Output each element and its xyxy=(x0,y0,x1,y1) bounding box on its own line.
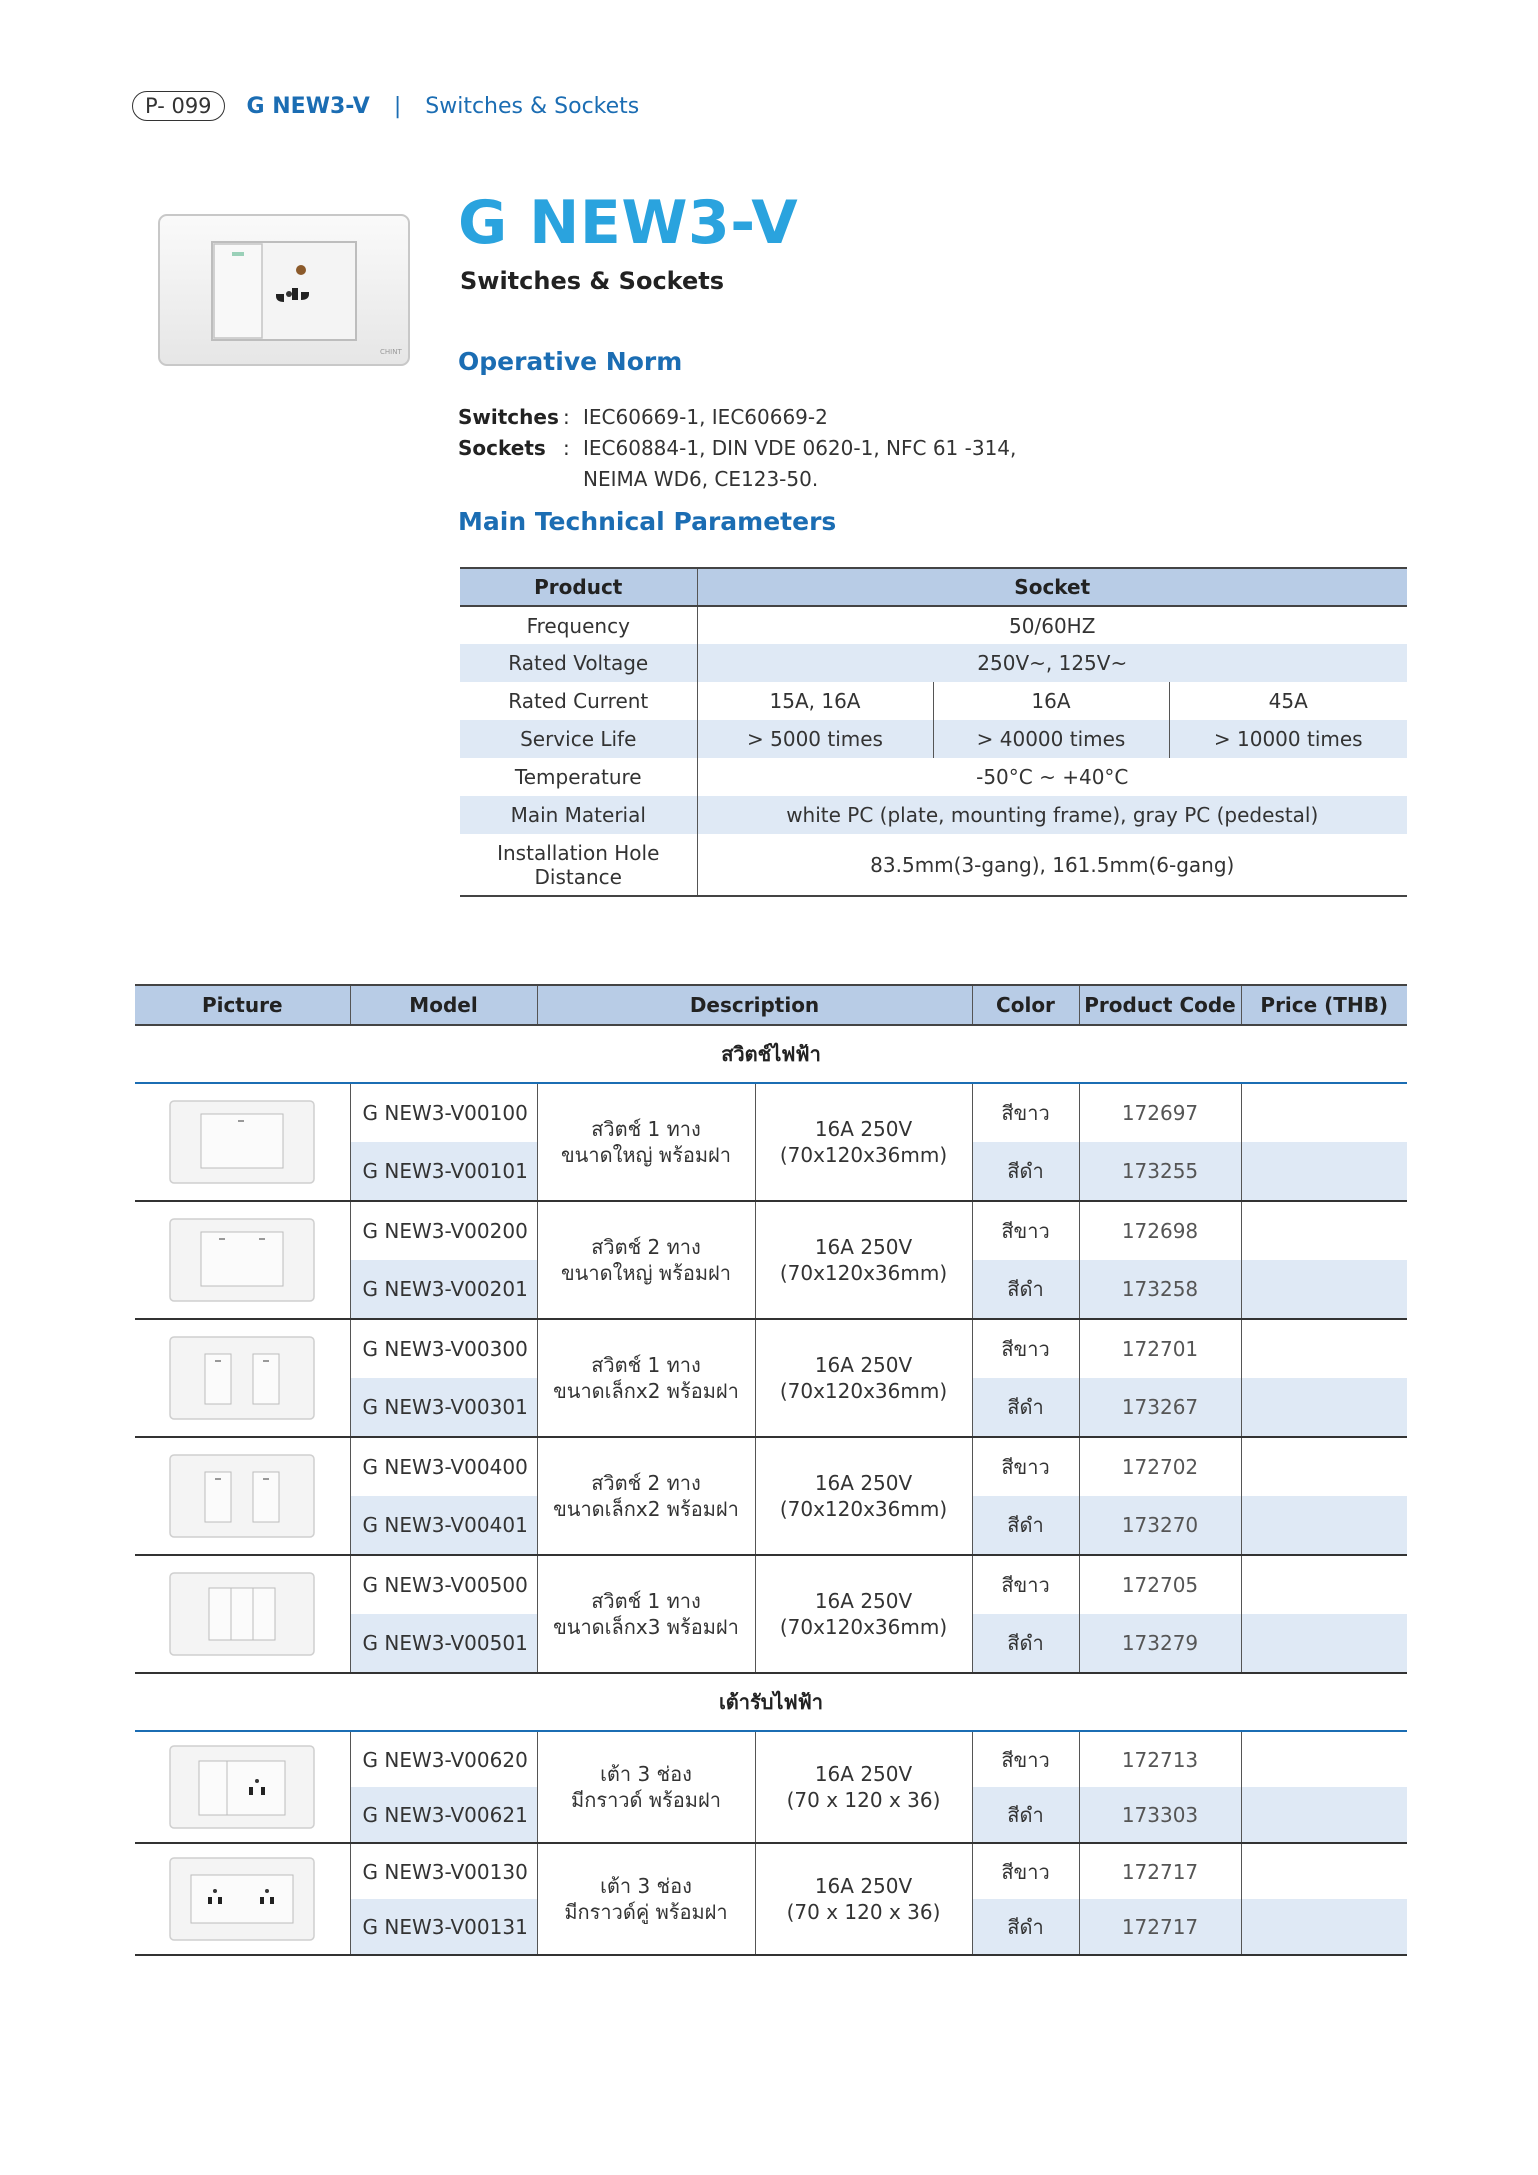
spec-cell xyxy=(755,1201,972,1319)
description-cell xyxy=(537,1437,755,1555)
picture-cell xyxy=(135,1319,350,1437)
color-value: สีขาว xyxy=(972,1731,1079,1787)
product-code: 173255 xyxy=(1079,1142,1241,1201)
socket-3pin-grounded-icon xyxy=(169,1745,315,1829)
tech-col-product: Product xyxy=(460,568,697,606)
description-line: สวิตช์ 2 ทาง xyxy=(591,1471,701,1495)
description-line: สวิตช์ 1 ทาง xyxy=(591,1117,701,1141)
price-cell xyxy=(1241,1843,1407,1899)
norm-label: Switches xyxy=(458,405,559,429)
price-cell xyxy=(1241,1319,1407,1378)
norm-row xyxy=(458,464,1016,495)
description-line: สวิตช์ 2 ทาง xyxy=(591,1235,701,1259)
product-code: 173267 xyxy=(1079,1378,1241,1437)
picture-cell xyxy=(135,1731,350,1843)
model-code: G NEW3-V00131 xyxy=(350,1899,537,1955)
description-line: สวิตช์ 1 ทาง xyxy=(591,1353,701,1377)
picture-cell xyxy=(135,1843,350,1955)
switch-2way-large-icon xyxy=(169,1218,315,1302)
tech-row-current xyxy=(460,682,1407,720)
tech-value: > 5000 times xyxy=(697,720,933,758)
description-cell xyxy=(537,1843,755,1955)
spec-cell xyxy=(755,1843,972,1955)
color-value: สีขาว xyxy=(972,1319,1079,1378)
product-code: 173303 xyxy=(1079,1787,1241,1843)
tech-label xyxy=(460,834,697,896)
spec-line: 16A 250V xyxy=(814,1874,913,1898)
description-cell xyxy=(537,1201,755,1319)
description-cell xyxy=(537,1083,755,1201)
model-code: G NEW3-V00130 xyxy=(350,1843,537,1899)
norm-label: Sockets xyxy=(458,436,546,460)
product-code: 172702 xyxy=(1079,1437,1241,1496)
product-code: 173279 xyxy=(1079,1614,1241,1673)
section-sockets xyxy=(135,1673,1407,1731)
price-cell xyxy=(1241,1555,1407,1614)
product-code: 172698 xyxy=(1079,1201,1241,1260)
product-subtitle: Switches & Sockets xyxy=(460,267,725,295)
color-value: สีดำ xyxy=(972,1787,1079,1843)
description-cell xyxy=(537,1555,755,1673)
price-cell xyxy=(1241,1787,1407,1843)
header-separator: | xyxy=(393,93,402,119)
price-cell xyxy=(1241,1201,1407,1260)
table-row xyxy=(135,1555,1407,1614)
color-value: สีดำ xyxy=(972,1614,1079,1673)
picture-cell xyxy=(135,1555,350,1673)
model-code: G NEW3-V00100 xyxy=(350,1083,537,1142)
price-cell xyxy=(1241,1731,1407,1787)
model-code: G NEW3-V00200 xyxy=(350,1201,537,1260)
picture-cell xyxy=(135,1201,350,1319)
spec-line: 16A 250V xyxy=(814,1471,913,1495)
norm-row xyxy=(458,433,1016,464)
color-value: สีขาว xyxy=(972,1201,1079,1260)
spec-cell xyxy=(755,1319,972,1437)
table-row xyxy=(135,1437,1407,1496)
product-code: 172717 xyxy=(1079,1899,1241,1955)
norm-value: IEC60884-1, DIN VDE 0620-1, NFC 61 -314, xyxy=(583,436,1017,460)
spec-line: 16A 250V xyxy=(814,1235,913,1259)
spec-line: (70 x 120 x 36) xyxy=(786,1900,941,1924)
price-cell xyxy=(1241,1899,1407,1955)
price-cell xyxy=(1241,1614,1407,1673)
tech-row-hole xyxy=(460,834,1407,896)
norm-colon xyxy=(563,464,583,495)
model-code: G NEW3-V00201 xyxy=(350,1260,537,1319)
spec-line: (70x120x36mm) xyxy=(779,1261,948,1285)
description-line: ขนาดใหญ่ พร้อมฝา xyxy=(561,1143,731,1167)
description-line: มีกราวด์ พร้อมฝา xyxy=(571,1788,721,1812)
switch-1way-small-x3-icon xyxy=(169,1572,315,1656)
product-code: 172701 xyxy=(1079,1319,1241,1378)
color-value: สีขาว xyxy=(972,1555,1079,1614)
picture-cell xyxy=(135,1083,350,1201)
product-code: 172697 xyxy=(1079,1083,1241,1142)
spec-cell xyxy=(755,1731,972,1843)
col-picture: Picture xyxy=(135,985,350,1025)
product-code: 172713 xyxy=(1079,1731,1241,1787)
description-line: ขนาดเล็กx2 พร้อมฝา xyxy=(553,1497,739,1521)
tech-value: 50/60HZ xyxy=(1009,613,1096,638)
spec-cell xyxy=(755,1083,972,1201)
model-code: G NEW3-V00620 xyxy=(350,1731,537,1787)
tech-label-line: Installation Hole xyxy=(497,840,660,865)
price-cell xyxy=(1241,1437,1407,1496)
catalog-header-row xyxy=(135,985,1407,1025)
col-color: Color xyxy=(972,985,1079,1025)
col-description: Description xyxy=(537,985,972,1025)
product-title: G NEW3-V xyxy=(458,188,799,258)
tech-value: 45A xyxy=(1268,689,1308,713)
switch-1way-small-x2-icon xyxy=(169,1336,315,1420)
tech-label: Service Life xyxy=(460,720,697,758)
spec-cell xyxy=(755,1437,972,1555)
norm-value: IEC60669-1, IEC60669-2 xyxy=(583,405,828,429)
tech-value: > 40000 times xyxy=(933,720,1169,758)
tech-params-table xyxy=(460,567,1407,897)
page-header xyxy=(132,90,639,122)
color-value: สีดำ xyxy=(972,1899,1079,1955)
tech-label: Temperature xyxy=(460,758,697,796)
operative-norm-list xyxy=(458,402,1016,495)
operative-norm-heading: Operative Norm xyxy=(458,347,683,376)
model-code: G NEW3-V00401 xyxy=(350,1496,537,1555)
model-code: G NEW3-V00400 xyxy=(350,1437,537,1496)
tech-header-row xyxy=(460,568,1407,606)
spec-line: (70x120x36mm) xyxy=(779,1379,948,1403)
price-cell xyxy=(1241,1083,1407,1142)
model-code: G NEW3-V00101 xyxy=(350,1142,537,1201)
table-row xyxy=(135,1083,1407,1142)
color-value: สีดำ xyxy=(972,1378,1079,1437)
tech-value: 15A, 16A xyxy=(697,682,933,720)
tech-col-socket: Socket xyxy=(697,568,1407,606)
description-line: สวิตช์ 1 ทาง xyxy=(591,1589,701,1613)
tech-params-heading: Main Technical Parameters xyxy=(458,507,837,536)
description-line: ขนาดเล็กx2 พร้อมฝา xyxy=(553,1379,739,1403)
tech-row-temperature xyxy=(460,758,1407,796)
color-value: สีขาว xyxy=(972,1437,1079,1496)
section-switches xyxy=(135,1025,1407,1083)
spec-line: (70 x 120 x 36) xyxy=(786,1788,941,1812)
color-value: สีดำ xyxy=(972,1260,1079,1319)
spec-line: 16A 250V xyxy=(814,1762,913,1786)
tech-value: white PC (plate, mounting frame), gray PC (pedestal) xyxy=(697,796,1407,834)
price-cell xyxy=(1241,1496,1407,1555)
description-line: ขนาดใหญ่ พร้อมฝา xyxy=(561,1261,731,1285)
tech-row-material xyxy=(460,796,1407,834)
switch-2way-small-x2-icon xyxy=(169,1454,315,1538)
product-code: 172705 xyxy=(1079,1555,1241,1614)
tech-label: Frequency xyxy=(460,606,697,644)
description-line: มีกราวด์คู่ พร้อมฝา xyxy=(564,1900,728,1924)
description-line: เต้า 3 ช่อง xyxy=(600,1762,692,1786)
header-model: G NEW3-V xyxy=(246,93,370,119)
product-code: 173270 xyxy=(1079,1496,1241,1555)
tech-row-life xyxy=(460,720,1407,758)
table-row xyxy=(135,1731,1407,1787)
price-cell xyxy=(1241,1142,1407,1201)
tech-value: > 10000 times xyxy=(1169,720,1407,758)
tech-label: Main Material xyxy=(460,796,697,834)
tech-value: 250V~, 125V~ xyxy=(697,644,1407,682)
price-cell xyxy=(1241,1260,1407,1319)
col-model: Model xyxy=(350,985,537,1025)
spec-line: (70x120x36mm) xyxy=(779,1615,948,1639)
tech-value: 83.5mm(3-gang), 161.5mm(6-gang) xyxy=(697,834,1407,896)
color-value: สีดำ xyxy=(972,1142,1079,1201)
tech-value: -50°C ~ +40°C xyxy=(976,765,1129,789)
norm-colon: : xyxy=(563,436,570,460)
model-code: G NEW3-V00621 xyxy=(350,1787,537,1843)
description-cell xyxy=(537,1731,755,1843)
table-row xyxy=(135,1843,1407,1899)
spec-line: (70x120x36mm) xyxy=(779,1143,948,1167)
tech-label: Rated Current xyxy=(460,682,697,720)
tech-value: 16A xyxy=(933,682,1169,720)
model-code: G NEW3-V00301 xyxy=(350,1378,537,1437)
spec-line: 16A 250V xyxy=(814,1589,913,1613)
model-code: G NEW3-V00300 xyxy=(350,1319,537,1378)
spec-line: 16A 250V xyxy=(814,1353,913,1377)
norm-label xyxy=(458,464,563,495)
spec-line: (70x120x36mm) xyxy=(779,1497,948,1521)
tech-row-frequency xyxy=(460,606,1407,644)
description-line: เต้า 3 ช่อง xyxy=(600,1874,692,1898)
color-value: สีดำ xyxy=(972,1496,1079,1555)
switch-1way-large-icon xyxy=(169,1100,315,1184)
header-category: Switches & Sockets xyxy=(425,93,640,119)
spec-cell xyxy=(755,1555,972,1673)
price-cell xyxy=(1241,1378,1407,1437)
table-row xyxy=(135,1201,1407,1260)
description-line: ขนาดเล็กx3 พร้อมฝา xyxy=(553,1615,739,1639)
norm-colon: : xyxy=(563,405,570,429)
norm-row xyxy=(458,402,1016,433)
socket-3pin-double-grounded-icon xyxy=(169,1857,315,1941)
section-title: เต้ารับไฟฟ้า xyxy=(135,1673,1407,1731)
model-code: G NEW3-V00500 xyxy=(350,1555,537,1614)
tech-row-voltage xyxy=(460,644,1407,682)
color-value: สีขาว xyxy=(972,1083,1079,1142)
table-row xyxy=(135,1319,1407,1378)
norm-value: NEIMA WD6, CE123-50. xyxy=(583,467,819,491)
col-product-code: Product Code xyxy=(1079,985,1241,1025)
product-code: 172717 xyxy=(1079,1843,1241,1899)
switch-socket-plate-icon xyxy=(158,214,410,366)
product-code: 173258 xyxy=(1079,1260,1241,1319)
tech-label-line: Distance xyxy=(534,864,622,889)
tech-label: Rated Voltage xyxy=(460,644,697,682)
picture-cell xyxy=(135,1437,350,1555)
spec-line: 16A 250V xyxy=(814,1117,913,1141)
model-code: G NEW3-V00501 xyxy=(350,1614,537,1673)
col-price: Price (THB) xyxy=(1241,985,1407,1025)
color-value: สีขาว xyxy=(972,1843,1079,1899)
section-title: สวิตช์ไฟฟ้า xyxy=(135,1025,1407,1083)
svg-text:CHINT: CHINT xyxy=(380,348,402,356)
catalog-table xyxy=(135,984,1407,1956)
page-number: P- 099 xyxy=(132,91,225,121)
description-cell xyxy=(537,1319,755,1437)
